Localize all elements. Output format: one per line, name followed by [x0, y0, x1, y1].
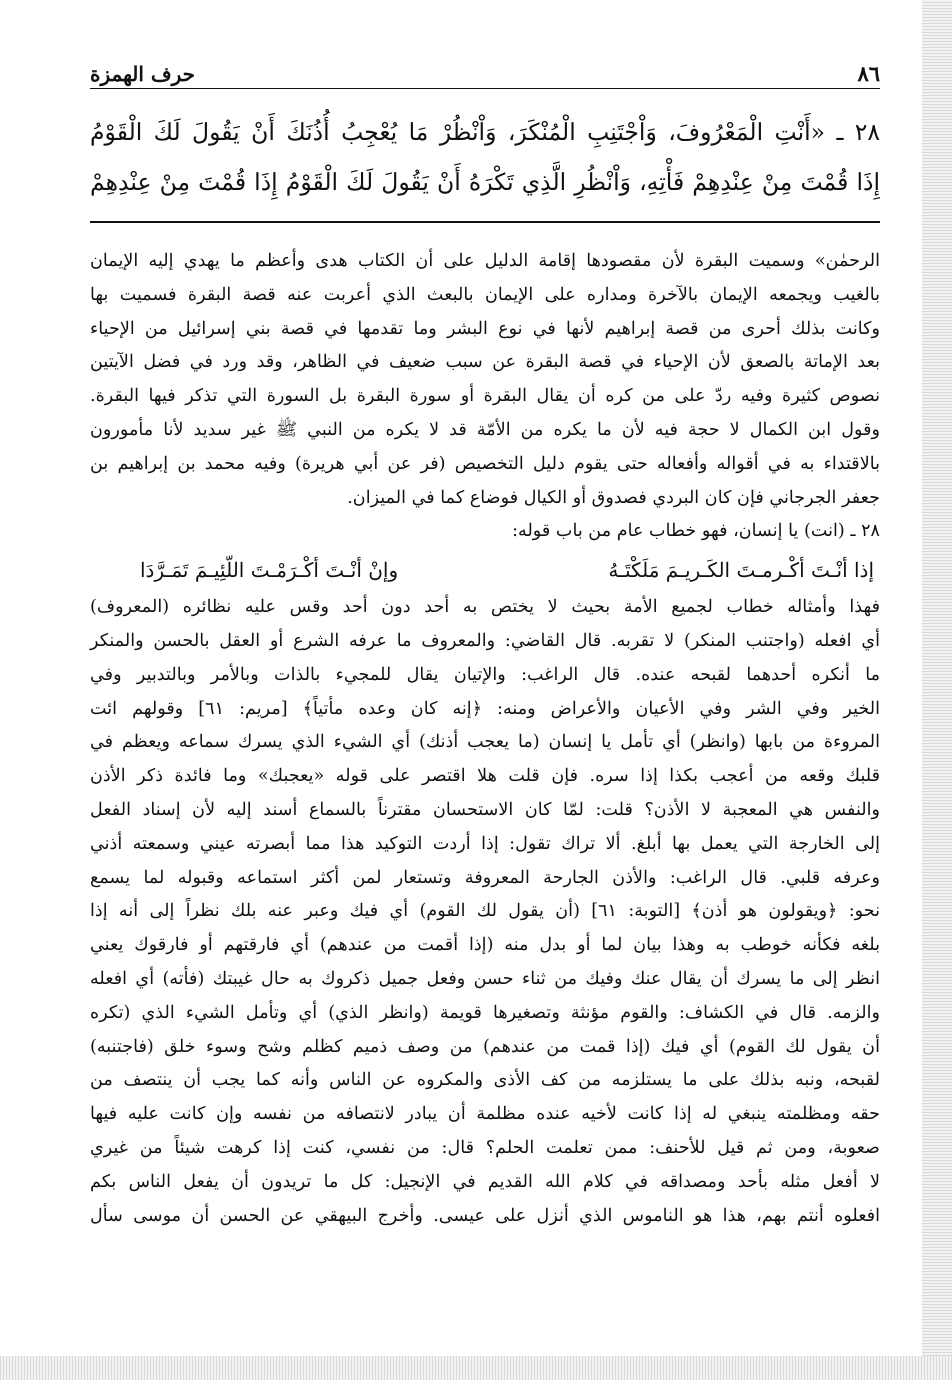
scan-edge-right — [922, 0, 952, 1380]
commentary-line: قلبك وقعه من أعجب بكذا إذا سره. فإن قلت هلا اقتصر على قوله «يعجبك» وما فائدة ذكر الأذن — [90, 766, 880, 787]
commentary-line: حقه ومظلمته ينبغي له إذا كانت لأخيه عنده مظلمة أن يبادر لانتصافه من نفسه وإن كانت عليه فيها — [90, 1104, 880, 1125]
commentary-line: بالغيب ويجمعه الإيمان بالآخرة ومداره على الإيمان بالبعث الذي أعربت عنه قصة البقرة فسميت بها — [90, 284, 880, 305]
commentary-line: والنفس هي المعجبة لا الأذن؟ قلت: لمّا كان الاستحسان مقترناً بالسماع أسند إليه لأن إسناد الفعل — [90, 799, 880, 820]
commentary-line: فهذا وأمثاله خطاب لجميع الأمة بحيث لا يختص به أحد دون أحد وقس عليه نظائره (المعروف) — [90, 597, 880, 618]
commentary-line: نصوص كثيرة وفيه ردّ على من كره أن يقال البقرة أو سورة البقرة بل السورة التي تذكر فيها البقرة. — [90, 386, 880, 407]
commentary-line: ٢٨ ـ (انت) يا إنسان، فهو خطاب عام من باب قوله: — [512, 521, 880, 542]
commentary — [90, 245, 880, 1233]
page-header — [90, 52, 880, 89]
hadith-line: ٢٨ ـ «أَنْتِ الْمَعْرُوفَ، وَاْجْتَنِبِ الْمُنْكَرَ، وَاْنْظُرْ مَا يُعْجِبُ أُذُنَكَ أَنْ يَقُولَ لَكَ الْقَوْمُ — [90, 118, 880, 146]
commentary-line: لقبحه، ونبه بذلك على ما يستلزمه من كف الأذى والمكروه عن الناس وأنه كما يجب أن ينتصف من — [90, 1070, 880, 1091]
commentary-line: جعفر الجرجاني فإن كان البردي فصدوق أو الكيال فوضاع كما في الميزان. — [347, 487, 880, 508]
commentary-line: بعد الإماتة بالصعق لأن الإحياء في قصة البقرة عن سبب ضعيف في الظاهر، وقد ورد في فضل الآيتين — [90, 352, 880, 373]
chapter-title: حرف الهمزة — [90, 62, 196, 86]
hadith-line: إِذَا قُمْتَ مِنْ عِنْدِهِمْ فَأْتِهِ، وَاْنْظُرِ الَّذِي تَكْرَهُ أَنْ يَقُولَ لَكَ الْقَوْمُ إِذَا قُمْتَ مِنْ عِنْدِهِمْ — [90, 168, 880, 196]
commentary-line: بلغه فكأنه خوطب به وهذا بيان لما أو بدل منه (إذا أقمت من عندهم) أي فارقتهم أو فارقوك يعني — [90, 935, 880, 956]
poetry-hemistich-2: وإنْ أنْـتَ أكْـرَمْـتَ اللّئِيـمَ تَمَـرَّدَا — [140, 558, 399, 583]
commentary-line: انظر إلى ما يسرك أن يقال عنك وفيك من ثناء حسن وفعل جميل ذكروك به حال غيبتك (فأته) أي افعله — [90, 968, 880, 989]
commentary-line: وقول ابن الكمال لا حجة فيه لأن ما يكره من الأمّة قد لا يكره من النبي ﷺ غير سديد لأنا مأمورون — [90, 419, 880, 440]
commentary-line: لا أفعل مثله بأحد ومصداقه في كلام الله القديم في الإنجيل: كل ما تريدون أن يفعل الناس بكم — [90, 1171, 880, 1192]
commentary-line: أن يقول لك القوم) أي فيك (إذا قمت من عندهم) من وصف ذميم كظلم وشح وسوء خلق (فاجتنبه) — [90, 1036, 880, 1057]
commentary-line: إلى الخارجة التي يعمل بها أبلغ. ألا تراك تقول: إذا أردت التوكيد هذا مما أبصرته عيني وسمعته أذني — [90, 833, 880, 854]
commentary-line: أي افعله (واجتنب المنكر) لا تقربه. قال القاضي: والمعروف ما عرفه الشرع أو العقل بالحسن والمنكر — [90, 630, 880, 651]
hadith-text — [90, 107, 880, 223]
commentary-line: وكانت بذلك أحرى من قصة إبراهيم لأنها في نوع البشر وما تقدمها في قصة بني إسرائيل من الإحياء — [90, 318, 880, 339]
commentary-line: ما أنكره أحدهما لقبحه عنده. قال الراغب: والإتيان يقال للمجيء بالذات وبالأمر وبالتدبير وفي — [90, 664, 880, 685]
commentary-line: المروءة من بابها (وانظر) أي تأمل يا إنسان (ما يعجب أذنك) أي الشيء الذي يسرك سماعه ويعظم في — [90, 732, 880, 753]
commentary-line: الرحمٰن» وسميت البقرة لأن مقصودها إقامة الدليل على أن الكتاب هدى وأعظم ما يهدي إليه الإيمان — [90, 251, 880, 271]
commentary-line: بالاقتداء به في أقواله وأفعاله حتى يقوم دليل التخصيص (فر عن أبي هريرة) وفيه محمد بن إبراهيم بن — [90, 453, 880, 474]
commentary-line: صعوبة، ومن ثم قيل للأحنف: ممن تعلمت الحلم؟ قال: من نفسي، كنت إذا كرهت شيئاً من غيري — [90, 1137, 880, 1158]
commentary-line: وعرفه قلبي. قال الراغب: والأذن الجارحة المعروفة وتستعار لمن أكثر استماعه وقبوله لما يسمع — [90, 867, 880, 888]
commentary-line: نحو: ﴿ويقولون هو أذن﴾ [التوبة: ٦١] (أن يقول لك القوم) أي فيك وعبر عنه بلك نظراً إلى أنه إذا — [90, 901, 880, 922]
commentary-line: والزمه. قال في الكشاف: والقوم مؤنثة وتصغيرها قويمة (وانظر الذي) أي وتأمل الشيء الذي (تكره — [90, 1002, 880, 1023]
scan-edge-bottom — [0, 1356, 952, 1380]
poetry-hemistich-1: إذا أنْـتَ أكْـرمـتَ الكَـريـمَ مَلَكْتَـهُ — [608, 558, 874, 583]
commentary-line: الخير وفي الشر وفي الأعيان والأعراض ومنه: ﴿إنه كان وعده مأتياً﴾ [مريم: ٦١] وقولهم ائت — [90, 698, 880, 719]
book-page — [90, 52, 880, 1233]
commentary-line: افعلوه أنتم بهم، هذا هو الناموس الذي أنزل على عيسى. وأخرج البيهقي عن الحسن أن موسى سأل — [90, 1205, 880, 1226]
page-number: ٨٦ — [857, 61, 880, 86]
poetry-verse — [90, 549, 880, 591]
